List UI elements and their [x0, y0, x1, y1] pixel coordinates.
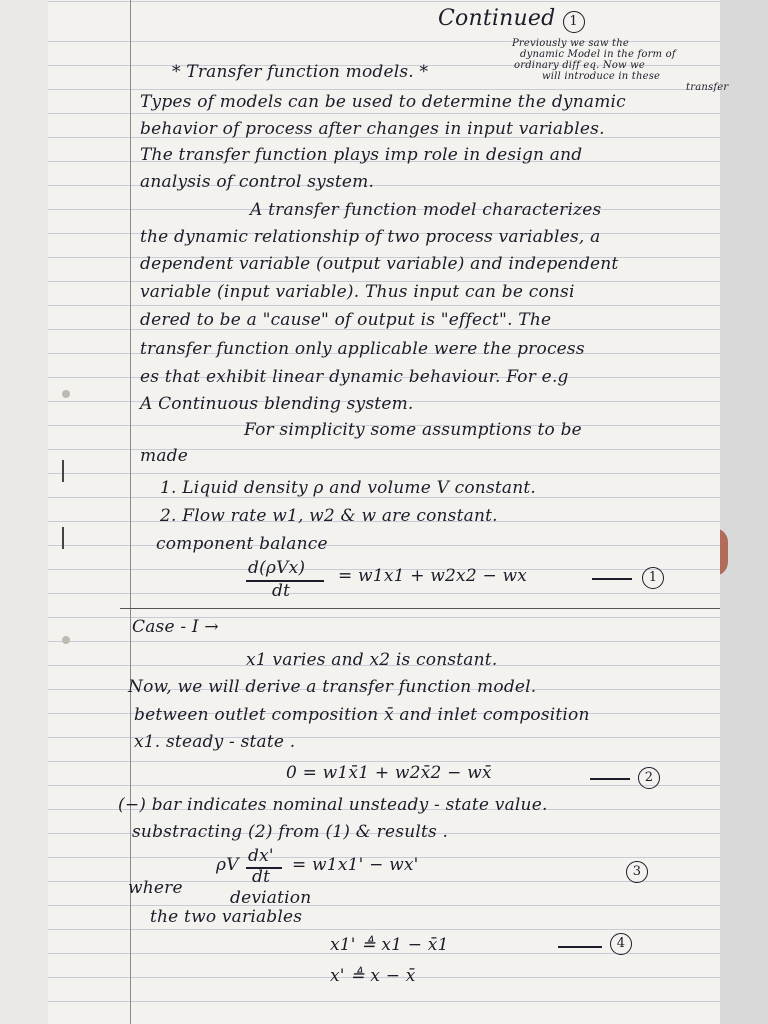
- eq-dash: [590, 778, 630, 780]
- eq2-number: [638, 766, 660, 789]
- eq1-number: [642, 566, 664, 589]
- text-line: behavior of process after changes in input variables.: [140, 119, 605, 139]
- binder-hole: [62, 390, 70, 398]
- text-line: analysis of control system.: [140, 172, 375, 192]
- side-note-line: ordinary diff eq. Now we: [514, 60, 646, 71]
- eq2-number-circle: 2: [638, 767, 660, 789]
- margin-line: [130, 0, 131, 1024]
- text-line: substracting (2) from (1) & results .: [132, 822, 449, 842]
- text-line: A transfer function model characterizes: [250, 200, 602, 220]
- side-note-line: will introduce in these: [542, 71, 661, 82]
- eq3-numerator: dx': [248, 846, 274, 866]
- eq1-rhs: = w1x1 + w2x2 − wx: [338, 566, 528, 586]
- text-line: For simplicity some assumptions to be: [244, 420, 582, 440]
- right-edge: [720, 0, 768, 1024]
- text-line: dependent variable (output variable) and independent: [140, 254, 619, 274]
- text-line: component balance: [156, 534, 328, 554]
- binder-hole: [62, 636, 70, 644]
- eq2: 0 = w1x̄1 + w2x̄2 − wx̄: [286, 763, 492, 783]
- eq4-number-circle: 4: [610, 933, 632, 955]
- text-line: Now, we will derive a transfer function model.: [128, 677, 537, 697]
- text-line: The transfer function plays imp role in design and: [140, 145, 583, 165]
- eq1-numerator: d(ρVx): [248, 558, 306, 578]
- eq3-number-circle: 3: [626, 861, 648, 883]
- side-note-line: dynamic Model in the form of: [520, 49, 676, 60]
- text-line: x1. steady - state .: [134, 732, 296, 752]
- text-line: made: [140, 446, 188, 466]
- eq1-number-circle: 1: [642, 567, 664, 589]
- text-line: transfer function only applicable were the process: [140, 339, 585, 359]
- text-line: A Continuous blending system.: [140, 394, 414, 414]
- page-header: [438, 6, 585, 33]
- eq-dash: [558, 946, 602, 948]
- text-line: dered to be a "cause" of output is "effect". The: [140, 310, 552, 330]
- section-heading: * Transfer function models. *: [172, 62, 429, 82]
- eq4-line2: x' ≜ x − x̄: [330, 966, 416, 986]
- case-label: Case - I →: [132, 617, 219, 637]
- section-divider: [120, 608, 720, 609]
- assumption-item: 1. Liquid density ρ and volume V constant.: [160, 478, 537, 498]
- header-number: 1: [563, 11, 585, 33]
- margin-tick: [62, 527, 64, 549]
- eq3-rhs: = w1x1' − wx': [292, 855, 419, 875]
- left-edge: [0, 0, 48, 1024]
- assumption-item: 2. Flow rate w1, w2 & w are constant.: [160, 506, 498, 526]
- text-line: where: [128, 878, 183, 898]
- eq3-denominator: dt: [252, 867, 271, 887]
- side-note-line: transfer: [686, 82, 729, 93]
- eq-dash: [592, 578, 632, 580]
- text-line: Types of models can be used to determine the dynamic: [140, 92, 626, 112]
- text-line: es that exhibit linear dynamic behaviour. For e.g: [140, 367, 569, 387]
- text-line: (−) bar indicates nominal unsteady - state value.: [118, 795, 548, 815]
- eq3-prefix: ρV: [216, 855, 239, 875]
- eq4-line1: x1' ≜ x1 − x̄1: [330, 935, 449, 955]
- text-line: between outlet composition x̄ and inlet composition: [134, 705, 590, 725]
- text-line: the two variables: [150, 907, 303, 927]
- eq1-denominator: dt: [272, 581, 291, 601]
- side-note-line: Previously we saw the: [512, 38, 629, 49]
- text-line: variable (input variable). Thus input can be consi: [140, 282, 575, 302]
- header-title: Continued: [438, 6, 556, 31]
- text-line: deviation: [230, 888, 312, 908]
- eq4-number: [610, 932, 632, 955]
- margin-tick: [62, 460, 64, 482]
- text-line: x1 varies and x2 is constant.: [246, 650, 498, 670]
- eq3-number: [626, 860, 648, 883]
- text-line: the dynamic relationship of two process variables, a: [140, 227, 601, 247]
